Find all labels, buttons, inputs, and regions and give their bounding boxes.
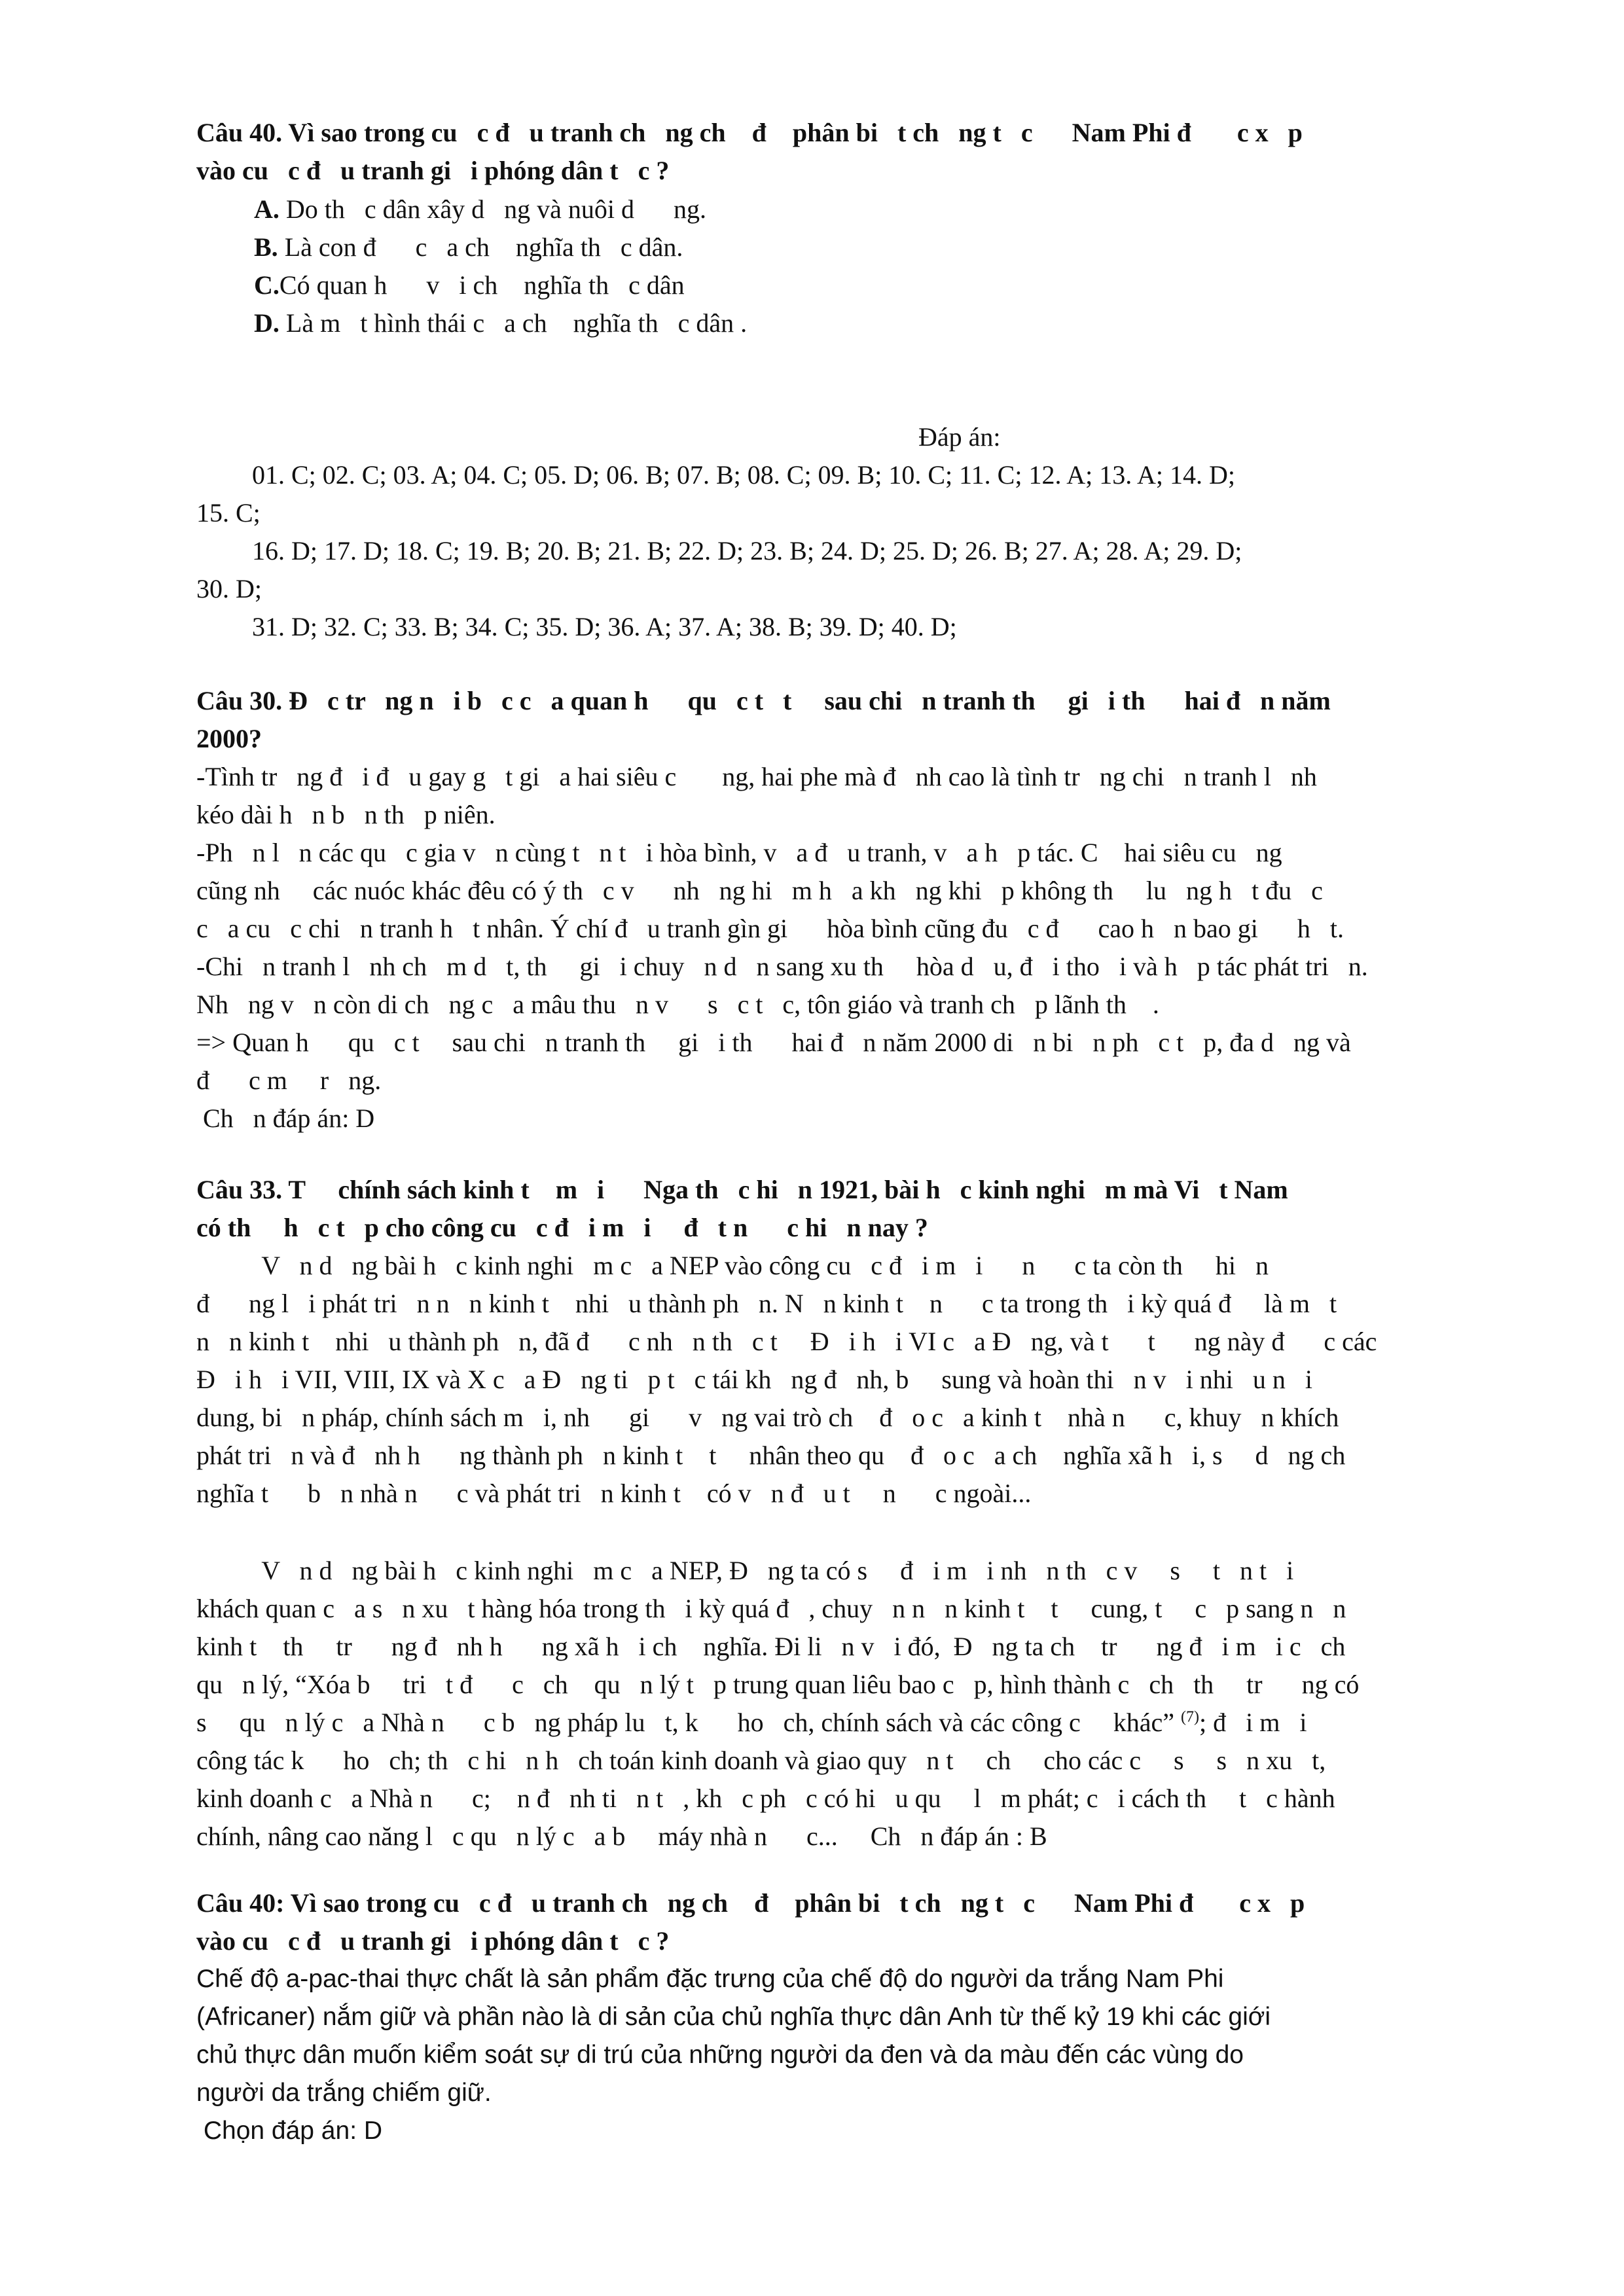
option-letter: C.	[254, 270, 280, 300]
question-text: : Vì sao trong cu c đ u tranh ch ng ch đ phân bi t ch ng t c Nam Phi đ c x p	[276, 1888, 1305, 1918]
q30-answer: Ch n đáp án: D	[196, 1103, 375, 1133]
answer-key-heading: Đáp án:	[918, 422, 1001, 452]
q33-paragraph-2-line: kinh doanh c a Nhà n c; n đ nh ti n t , kh c ph c có hi u qu l m phát; c i cách th t c hành	[196, 1784, 1335, 1813]
q33-paragraph-2-line: qu n lý, “Xóa b tri t đ c ch qu n lý t p trung quan liêu bao c p, hình thành c ch th tr ng có	[196, 1670, 1360, 1699]
answer-key-line: 15. C;	[196, 498, 261, 528]
q30-body-line: c a cu c chi n tranh h t nhân. Ý chí đ u tranh gìn gi hòa bình cũng đu c đ cao h n bao gi h t.	[196, 914, 1344, 943]
answer-key-line: 01. C; 02. C; 03. A; 04. C; 05. D; 06. B; 07. B; 08. C; 09. B; 10. C; 11. C; 12. A; 13. A; 14. D;	[252, 460, 1236, 490]
q33-paragraph-1-line: phát tri n và đ nh h ng thành ph n kinh t t nhân theo qu đ o c a ch nghĩa xã h i, s d ng ch	[196, 1441, 1346, 1470]
q30-body-line: => Quan h qu c t sau chi n tranh th gi i th hai đ n năm 2000 di n bi n ph c t p, đa d ng và	[196, 1028, 1351, 1057]
q40-explain-title-line-1	[196, 1885, 1305, 1922]
q40-explain-line: chủ thực dân muốn kiểm soát sự di trú của những người da đen và da màu đến các vùng do	[196, 2041, 1244, 2069]
option-text: Là con đ c a ch nghĩa th c dân.	[278, 232, 683, 262]
q40-explain-line: (Africaner) nắm giữ và phần nào là di sản của chủ nghĩa thực dân Anh từ thế kỷ 19 khi các giới	[196, 2003, 1271, 2031]
q33-paragraph-1-line: n n kinh t nhi u thành ph n, đã đ c nh n th c t Đ i h i VI c a Đ ng, và t t ng này đ c các	[196, 1327, 1377, 1356]
option-text: Có quan h v i ch nghĩa th c dân	[279, 270, 685, 300]
question-number: Câu 40	[196, 1888, 276, 1918]
q33-paragraph-1-line: Đ i h i VII, VIII, IX và X c a Đ ng ti p t c tái kh ng đ nh, b sung và hoàn thi n v i nhi u n i	[196, 1365, 1312, 1394]
q33-paragraph-1-line: đ ng l i phát tri n n n kinh t nhi u thành ph n. N n kinh t n c ta trong th i kỳ quá đ là m t	[196, 1289, 1337, 1318]
q30-body-line: cũng nh các nuóc khác đêu có ý th c v nh ng hi m h a kh ng khi p không th lu ng h t đu c	[196, 876, 1323, 905]
quote-text: s qu n lý c a Nhà n c b ng pháp lu t, k ho ch, chính sách và các công c khác”	[196, 1708, 1182, 1737]
q33-paragraph-1-line: V n d ng bài h c kinh nghi m c a NEP vào công cu c đ i m i n c ta còn th hi n	[196, 1251, 1269, 1280]
q40-explain-line: người da trắng chiếm giữ.	[196, 2079, 492, 2107]
q30-title-line-2: 2000?	[196, 724, 262, 753]
q33-paragraph-2-line: kinh t th tr ng đ nh h ng xã h i ch nghĩa. Đi li n v i đó, Đ ng ta ch tr ng đ i m i c ch	[196, 1632, 1346, 1661]
option-letter: A.	[254, 194, 280, 224]
q30-body-line: kéo dài h n b n th p niên.	[196, 800, 496, 829]
q40-explain-title-line-2: vào cu c đ u tranh gi i phóng dân t c ?	[196, 1926, 670, 1956]
q30-title-line-1: Câu 30. Đ c tr ng n i b c c a quan h qu c t t sau chi n tranh th gi i th hai đ n năm	[196, 686, 1331, 715]
footnote-marker: (7)	[1181, 1708, 1200, 1726]
q33-paragraph-1-line: nghĩa t b n nhà n c và phát tri n kinh t có v n đ u t n c ngoài...	[196, 1479, 1032, 1508]
q33-paragraph-1-line: dung, bi n pháp, chính sách m i, nh gi v ng vai trò ch đ o c a kinh t nhà n c, khuy n khích	[196, 1403, 1339, 1432]
q40-option-b	[254, 229, 683, 266]
q40-title-line-1: Câu 40. Vì sao trong cu c đ u tranh ch ng ch đ phân bi t ch ng t c Nam Phi đ c x p	[196, 118, 1303, 147]
q40-option-a	[254, 191, 706, 228]
option-text: Là m t hình thái c a ch nghĩa th c dân .	[279, 308, 748, 338]
q33-paragraph-2-line: chính, nâng cao năng l c qu n lý c a b máy nhà n c... Ch n đáp án : B	[196, 1821, 1047, 1851]
q30-body-line: Nh ng v n còn di ch ng c a mâu thu n v s c t c, tôn giáo và tranh ch p lãnh th .	[196, 990, 1159, 1019]
q33-title-line-2: có th h c t p cho công cu c đ i m i đ t n c hi n nay ?	[196, 1213, 928, 1242]
q30-body-line: -Chi n tranh l nh ch m d t, th gi i chuy n d n sang xu th hòa d u, đ i tho i và h p tác phát tri n.	[196, 952, 1368, 981]
option-text: Do th c dân xây d ng và nuôi d ng.	[279, 194, 707, 224]
q30-body-line: -Ph n l n các qu c gia v n cùng t n t i hòa bình, v a đ u tranh, v a h p tác. C hai siêu cu ng	[196, 838, 1282, 867]
q40-explain-answer: Chọn đáp án: D	[196, 2117, 383, 2145]
q40-title-line-2: vào cu c đ u tranh gi i phóng dân t c ?	[196, 156, 670, 185]
q30-body-line: -Tình tr ng đ i đ u gay g t gi a hai siêu c ng, hai phe mà đ nh cao là tình tr ng chi n tranh l nh	[196, 762, 1317, 791]
q40-option-c	[254, 267, 685, 304]
answer-key-line: 30. D;	[196, 574, 262, 603]
answer-key-line: 31. D; 32. C; 33. B; 34. C; 35. D; 36. A; 37. A; 38. B; 39. D; 40. D;	[252, 612, 957, 641]
option-letter: D.	[254, 308, 280, 338]
q30-body-line: đ c m r ng.	[196, 1066, 382, 1095]
q33-paragraph-2-line: công tác k ho ch; th c hi n h ch toán kinh doanh và giao quy n t ch cho các c s s n xu t,	[196, 1746, 1326, 1775]
q33-title-line-1: Câu 33. T chính sách kinh t m i Nga th c hi n 1921, bài h c kinh nghi m mà Vi t Nam	[196, 1175, 1288, 1204]
answer-key-line: 16. D; 17. D; 18. C; 19. B; 20. B; 21. B; 22. D; 23. B; 24. D; 25. D; 26. B; 27. A; 28. A; 29. D;	[252, 536, 1242, 565]
q33-paragraph-2-line	[196, 1704, 1307, 1741]
q40-option-d	[254, 305, 747, 342]
q33-paragraph-2-line: khách quan c a s n xu t hàng hóa trong th i kỳ quá đ , chuy n n n kinh t t cung, t c p sang n n	[196, 1594, 1346, 1623]
quote-continuation: ; đ i m i	[1199, 1708, 1307, 1737]
q33-paragraph-2-line: V n d ng bài h c kinh nghi m c a NEP, Đ ng ta có s đ i m i nh n th c v s t n t i	[196, 1556, 1294, 1585]
option-letter: B.	[254, 232, 278, 262]
q40-explain-line: Chế độ a-pac-thai thực chất là sản phẩm đặc trưng của chế độ do người da trắng Nam Phi	[196, 1965, 1224, 1993]
